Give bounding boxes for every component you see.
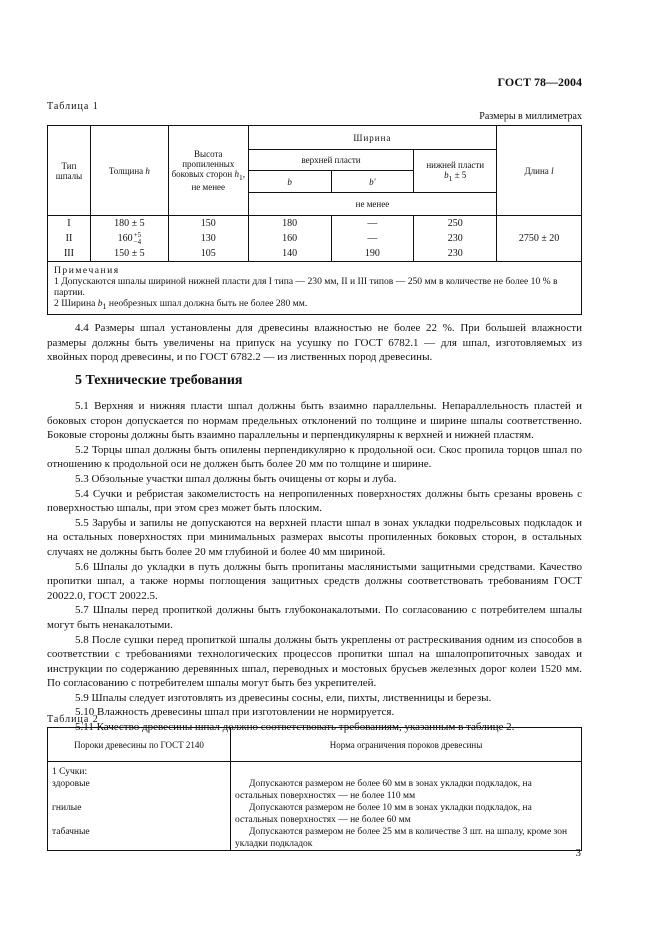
paragraph-5-10: 5.10 Влажность древесины шпал при изготовлении не нормируется. [75, 706, 395, 719]
paragraph-5-3: 5.3 Обзольные участки шпал должны быть очищены от коры и луба. [75, 472, 397, 485]
defect-norm: Допускаются размером не более 10 мм в зонах укладки подкладок, на остальных поверхностях — не более 60 мм [235, 803, 532, 825]
table1-units: Размеры в миллиметрах [479, 111, 582, 122]
th-type: Тип шпалы [48, 126, 91, 216]
defect-name: здоровые [52, 779, 90, 789]
paragraph-4-4: 4.4 Размеры шпал установлены для древесины влажностью не более 22 %. При большей влажности размеры должны быть увеличены на припуск на усушку по ГОСТ 6782.1 — для шпал, изготовляемых из хвойных пород древесины, и по ГОСТ 6782.2 — из лиственных пород древесины. [47, 322, 582, 364]
defect-norm: Допускаются размером не более 25 мм в количестве 3 шт. на шпалу, кроме зон укладки подкладок [235, 827, 568, 849]
length-value: 2750 ± 20 [497, 216, 582, 262]
paragraph-5-6: 5.6 Шпалы до укладки в путь должны быть пропитаны маслянистыми защитными средствами. Качество пропитки шпал, а также нормы поглощения защитных средств должны соответствовать требованиям ГОСТ 20022.0, ГОСТ 20022.5. [47, 560, 582, 602]
document-code: ГОСТ 78—2004 [497, 75, 582, 89]
note-2: 2 Ширина $b_1$ необрезных шпал должна быть не более 280 мм. [54, 298, 308, 311]
table1 [47, 125, 582, 315]
thickness-tolerance: 160+5 −4 [90, 231, 168, 246]
table-row: III 150 ± 5 105 140 190 230 [48, 246, 582, 262]
defect-name: гнилые [52, 803, 82, 813]
th-height: Высота пропиленных боковых сторон $h_1$, не менее [168, 126, 248, 216]
th-length: Длина l [497, 126, 582, 216]
paragraph-5-11: 5.11 Качество древесины шпал должно соответствовать требованиям, указанным в таблице 2. [75, 721, 515, 734]
paragraph-5-1: 5.1 Верхняя и нижняя пласти шпал должны быть взаимно параллельны. Непараллельность пластей и боковых сторон допускается по нормам предельных отклонений по толщине и ширине шпалы соответственно. Боковые стороны должны быть взаимно параллельны и перпендикулярны к верхней и нижней пластям. [47, 400, 582, 442]
section-title: 5 Технические требования [75, 373, 243, 388]
paragraph-5-7: 5.7 Шпалы перед пропиткой должны быть глубоконакалотыми. По согласованию с потребителем шпалы могут быть ненакалотыми. [47, 604, 582, 631]
defect-group: 1 Сучки: [52, 767, 88, 777]
paragraph-5-4: 5.4 Сучки и ребристая закомелистость на непропиленных поверхностях должны быть срезаны вровень с поверхностью шпалы, при этом срез может быть плоским. [47, 487, 582, 515]
paragraph-5-8: 5.8 После сушки перед пропиткой шпалы должны быть укреплены от растрескивания одним из способов в соответствии с требованиями технологических процессов пропитки шпал на шпалопропиточных заводах и инструкции по содержанию деревянных шпал, переводных и мостовых брусьев железных дорог колеи 1520 мм. По согласованию с потребителем шпалы могут быть без укрепителей. [47, 633, 582, 690]
note-1: 1 Допускаются шпалы шириной нижней пласти для I типа — 230 мм, II и III типов — 250 мм в количестве не более 10 % в партии. [54, 276, 558, 298]
th-width: Ширина [248, 126, 496, 150]
th-upper: верхней пласти [248, 150, 414, 171]
paragraph-5-2: 5.2 Торцы шпал должны быть опилены перпендикулярно к продольной оси. Скос пропила торцов шпал по отношению к продольной оси не должен быть более 20 мм по толщине и ширине. [47, 443, 582, 471]
defect-name: табачные [52, 827, 90, 837]
th-min: не менее [248, 193, 496, 216]
t2-header-norm: Норма ограничения пороков древесины [231, 728, 582, 762]
table2-label: Таблица 2 [47, 714, 99, 725]
th-thickness: Толщина h [90, 126, 168, 216]
notes-title: Примечания [54, 265, 120, 276]
table-row: II 160+5 −4 130 160 — 230 [48, 231, 582, 246]
section-5-body [47, 399, 582, 735]
t2-norm-column [231, 762, 582, 851]
th-b: b [248, 171, 331, 193]
table1-notes [48, 262, 582, 315]
table2 [47, 727, 582, 851]
th-b-prime: b′ [331, 171, 414, 193]
table-row: I 180 ± 5 150 180 — 250 2750 ± 20 [48, 216, 582, 232]
t2-defect-column [48, 762, 231, 851]
t2-header-defects: Пороки древесины по ГОСТ 2140 [48, 728, 231, 762]
defect-norm: Допускаются размером не более 60 мм в зонах укладки подкладок, на остальных поверхностях — не более 110 мм [235, 779, 532, 801]
paragraph-5-9: 5.9 Шпалы следует изготовлять из древесины сосны, ели, пихты, лиственницы и березы. [75, 691, 492, 704]
page-number: 3 [575, 847, 581, 859]
table1-label: Таблица 1 [47, 101, 99, 112]
th-lower: нижней пласти $b_1 \pm 5$ [414, 150, 497, 193]
paragraph-5-5: 5.5 Зарубы и запилы не допускаются на верхней пласти шпал в зонах укладки подрельсовых подкладок и на остальных поверхностях при минимальных размерах высоты пропиленных боковых сторон, в остальных случаях не должны быть более 20 мм глубиной и более 40 мм шириной. [47, 516, 582, 558]
